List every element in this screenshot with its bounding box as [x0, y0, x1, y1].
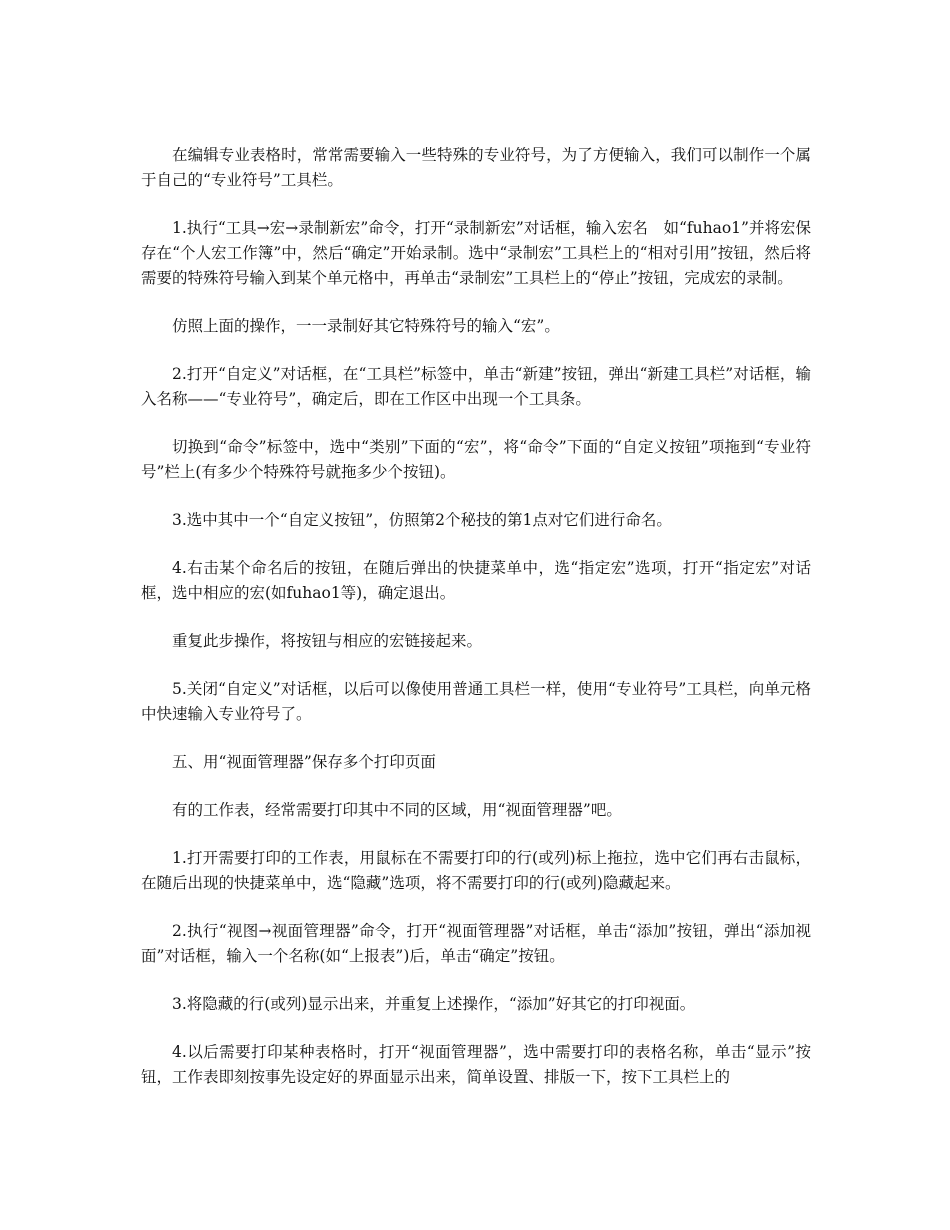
paragraph-step-5-close: 5.关闭“自定义”对话框，以后可以像使用普通工具栏一样，使用“专业符号”工具栏，向单元格中快速输入专业符号了。 — [141, 680, 811, 723]
paragraph-vm-step-4-print: 4.以后需要打印某种表格时，打开“视面管理器”，选中需要打印的表格名称，单击“显示”按钮，工作表即刻按事先设定好的界面显示出来，简单设置、排版一下，按下工具栏上的 — [141, 1043, 811, 1086]
paragraph-vm-step-3-show: 3.将隐藏的行(或列)显示出来，并重复上述操作，“添加”好其它的打印视面。 — [172, 995, 696, 1013]
document-body — [141, 143, 811, 1113]
paragraph-intro: 在编辑专业表格时，常常需要输入一些特殊的专业符号，为了方便输入，我们可以制作一个属于自己的“专业符号”工具栏。 — [141, 146, 811, 189]
paragraph-view-manager-intro: 有的工作表，经常需要打印其中不同的区域，用“视面管理器”吧。 — [172, 801, 622, 819]
paragraph-drag-buttons: 切换到“命令”标签中，选中“类别”下面的“宏”，将“命令”下面的“自定义按钮”项拖到“专业符号”栏上(有多少个特殊符号就拖多少个按钮)。 — [141, 438, 811, 481]
paragraph-vm-step-2-add-view: 2.执行“视图→视面管理器”命令，打开“视面管理器”对话框，单击“添加”按钮，弹出“添加视面”对话框，输入一个名称(如“上报表”)后，单击“确定”按钮。 — [141, 922, 811, 965]
section-heading-view-manager: 五、用“视面管理器”保存多个打印页面 — [172, 753, 436, 771]
paragraph-vm-step-1-hide: 1.打开需要打印的工作表，用鼠标在不需要打印的行(或列)标上拖拉，选中它们再右击鼠标，在随后出现的快捷菜单中，选“隐藏”选项，将不需要打印的行(或列)隐藏起来。 — [141, 849, 811, 892]
paragraph-step-3-rename: 3.选中其中一个“自定义按钮”，仿照第2个秘技的第1点对它们进行命名。 — [172, 511, 672, 529]
paragraph-repeat-link: 重复此步操作，将按钮与相应的宏链接起来。 — [172, 632, 483, 650]
paragraph-repeat-macros: 仿照上面的操作，一一录制好其它特殊符号的输入“宏”。 — [172, 317, 560, 335]
paragraph-step-1-record-macro: 1.执行“工具→宏→录制新宏”命令，打开“录制新宏”对话框，输入宏名 如“fuhao1”并将宏保存在“个人宏工作簿”中，然后“确定”开始录制。选中“录制宏”工具栏上的“相对引用”按钮，然后将需要的特殊符号输入到某个单元格中，再单击“录制宏”工具栏上的“停止”按钮，完成宏的录制。 — [141, 219, 811, 287]
paragraph-step-2-new-toolbar: 2.打开“自定义”对话框，在“工具栏”标签中，单击“新建”按钮，弹出“新建工具栏”对话框，输入名称——“专业符号”，确定后，即在工作区中出现一个工具条。 — [141, 365, 811, 408]
paragraph-step-4-assign-macro: 4.右击某个命名后的按钮，在随后弹出的快捷菜单中，选“指定宏”选项，打开“指定宏”对话框，选中相应的宏(如fuhao1等)，确定退出。 — [141, 559, 811, 602]
